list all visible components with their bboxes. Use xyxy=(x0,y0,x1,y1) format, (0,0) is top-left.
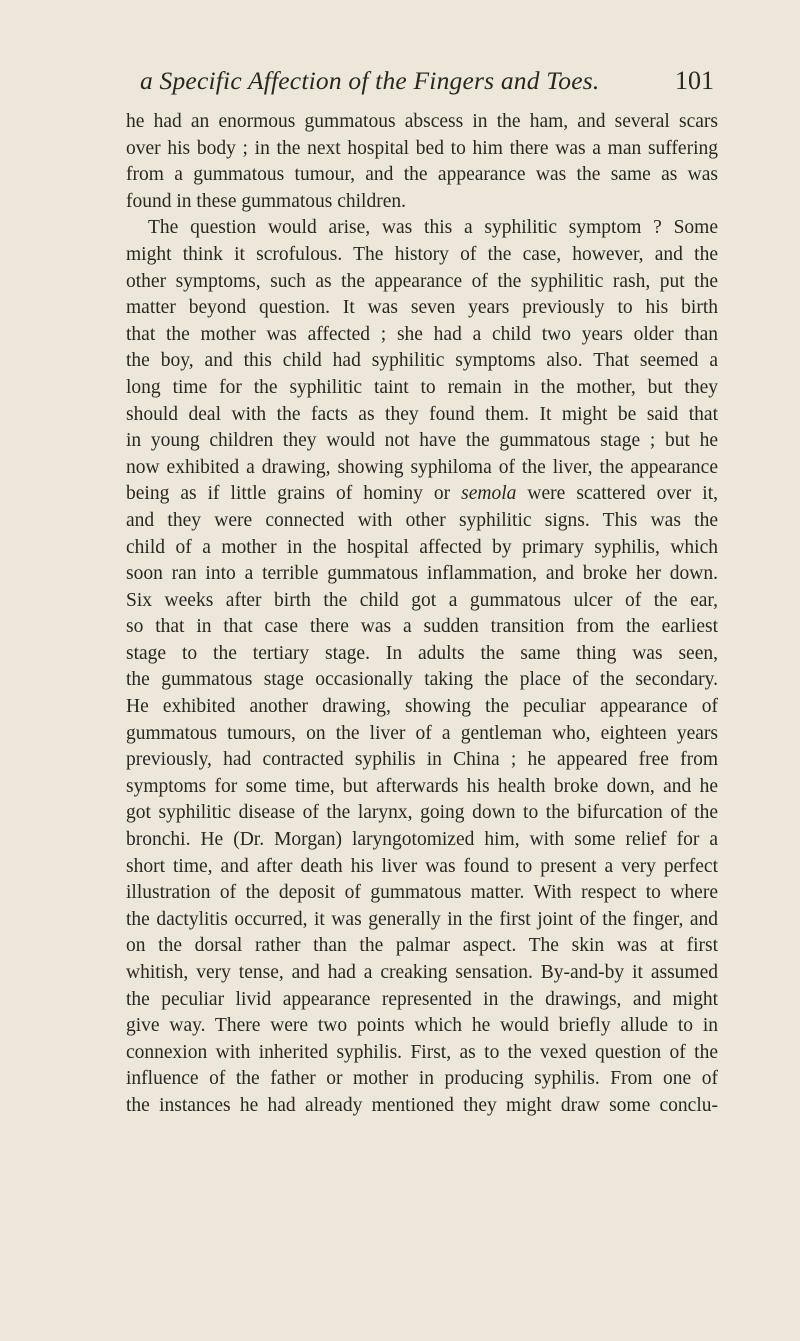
page-number: 101 xyxy=(675,66,714,95)
text-line: the boy, and this child had syphilitic symptoms also. That seemed a xyxy=(126,350,718,372)
text-line: stage to the tertiary stage. In adults the same thing was seen, xyxy=(126,642,718,664)
text-line: and they were connected with other syphilitic signs. This was the xyxy=(126,509,718,531)
text-line: he had an enormous gummatous abscess in the ham, and several scars xyxy=(126,111,718,132)
text-line: in young children they would not have the gummatous stage ; but he xyxy=(126,430,718,452)
text-line: that the mother was affected ; she had a child two years older than xyxy=(126,323,718,345)
text-line: from a gummatous tumour, and the appearance was the same as was xyxy=(126,164,718,186)
text-line: the peculiar livid appearance represented in the drawings, and might xyxy=(126,988,718,1010)
text-line: connexion with inherited syphilis. First, as to the vexed question of the xyxy=(126,1041,718,1063)
text-line-with-italic xyxy=(126,481,718,508)
text-line: other symptoms, such as the appearance of the syphilitic rash, put the xyxy=(126,270,718,292)
text-line: child of a mother in the hospital affected by primary syphilis, which xyxy=(126,536,718,558)
text-line: illustration of the deposit of gummatous matter. With respect to where xyxy=(126,882,718,904)
text-line: the gummatous stage occasionally taking the place of the secondary. xyxy=(126,669,718,691)
text-line: gummatous tumours, on the liver of a gentleman who, eighteen years xyxy=(126,722,718,744)
text-line: so that in that case there was a sudden transition from the earliest xyxy=(126,616,718,638)
text-line: got syphilitic disease of the larynx, going down to the bifurcation of the xyxy=(126,802,718,824)
text-line: give way. There were two points which he would briefly allude to in xyxy=(126,1015,718,1037)
text-line: the instances he had already mentioned they might draw some conclu- xyxy=(126,1094,718,1116)
text-line: might think it scrofulous. The history of the case, however, and the xyxy=(126,243,718,265)
text-line: over his body ; in the next hospital bed to him there was a man suffering xyxy=(126,137,718,159)
text-line: Six weeks after birth the child got a gummatous ulcer of the ear, xyxy=(126,589,718,611)
text-line: on the dorsal rather than the palmar aspect. The skin was at first xyxy=(126,935,718,957)
text-line: should deal with the facts as they found them. It might be said that xyxy=(126,403,718,425)
text-line: now exhibited a drawing, showing syphiloma of the liver, the appearance xyxy=(126,456,718,478)
page-header xyxy=(140,66,714,102)
text-line: found in these gummatous children. xyxy=(126,190,406,212)
text-line: symptoms for some time, but afterwards his health broke down, and he xyxy=(126,775,718,797)
text-line: short time, and after death his liver was found to present a very perfect xyxy=(126,855,718,877)
text-line: matter beyond question. It was seven years previously to his birth xyxy=(126,297,718,319)
text-segment: were scattered over it, xyxy=(527,483,719,505)
text-line: He exhibited another drawing, showing the peculiar appearance of xyxy=(126,696,718,718)
text-line: previously, had contracted syphilis in China ; he appeared free from xyxy=(126,749,718,771)
text-line: long time for the syphilitic taint to remain in the mother, but they xyxy=(126,376,718,398)
running-title: a Specific Affection of the Fingers and Toes. xyxy=(140,66,600,95)
italic-word: semola xyxy=(461,483,517,505)
text-line: the dactylitis occurred, it was generally in the first joint of the finger, and xyxy=(126,908,718,930)
text-segment: being as if little grains of hominy or xyxy=(126,483,451,505)
text-line: whitish, very tense, and had a creaking sensation. By-and-by it assumed xyxy=(126,962,718,983)
text-line: soon ran into a terrible gummatous inflammation, and broke her down. xyxy=(126,563,718,585)
text-line: influence of the father or mother in producing syphilis. From one of xyxy=(126,1068,718,1090)
body-text xyxy=(126,109,718,1120)
text-line: The question would arise, was this a syphilitic symptom ? Some xyxy=(148,217,718,239)
text-line: bronchi. He (Dr. Morgan) laryngotomized him, with some relief for a xyxy=(126,829,718,851)
